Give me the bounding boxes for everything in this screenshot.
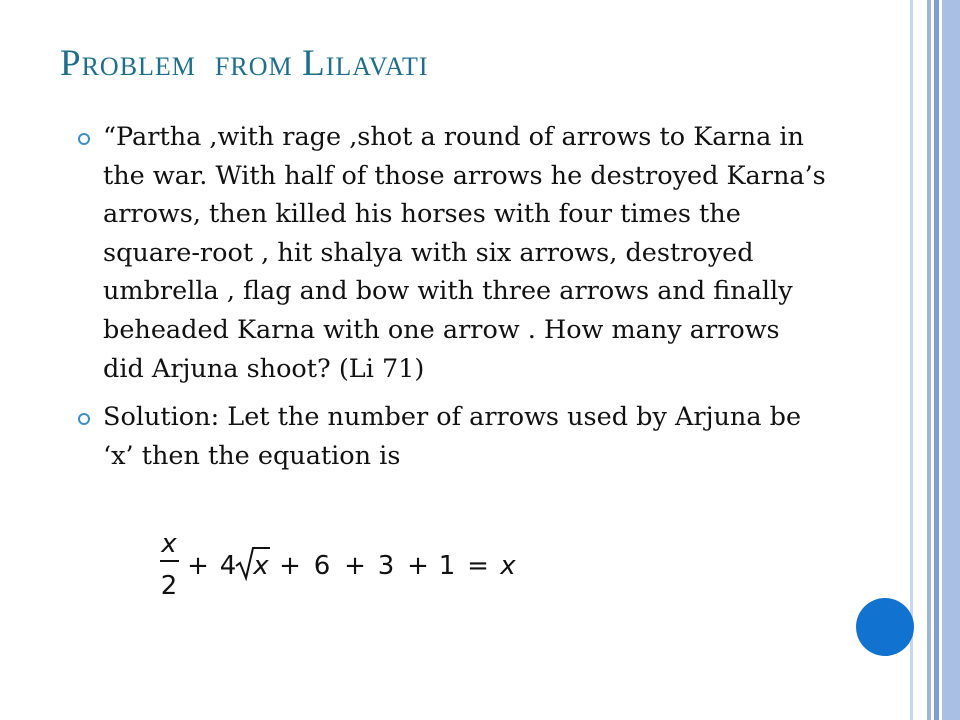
bullet-text: “Partha ,with rage ,shot a round of arrows to Karna in the war. With half of those arrows he destroyed Karna’s arrows, then killed his horses with four times the square-root , hit shalya with six arrows, destroyed umbrella , flag and bow with three arrows and finally beheaded Karna with one arrow . How many arrows did Arjuna shoot? (Li 71) xyxy=(103,122,826,384)
sqrt-coefficient: 4 xyxy=(219,551,237,581)
slide-title xyxy=(60,42,429,85)
fraction-numerator: x xyxy=(161,532,177,559)
bullet-marker-icon xyxy=(78,133,90,145)
title-initial: L xyxy=(302,43,326,84)
fraction-denominator: 2 xyxy=(160,571,178,601)
equation-graphic xyxy=(160,532,520,602)
title-word-rest: ROBLEM xyxy=(81,52,196,81)
bullet-list xyxy=(78,118,828,475)
title-initial: P xyxy=(60,43,82,84)
bullet-text: Solution: Let the number of arrows used by Arjuna be ‘x’ then the equation is xyxy=(103,402,802,471)
term-three: 3 xyxy=(377,551,395,581)
plus-sign: + xyxy=(407,551,429,581)
plus-sign: + xyxy=(187,551,209,581)
plus-sign: + xyxy=(279,551,301,581)
title-word-rest: ILAVATI xyxy=(325,52,429,81)
term-six: 6 xyxy=(313,551,331,581)
bullet-problem xyxy=(78,118,828,388)
edge-stripe xyxy=(942,0,960,720)
rhs-variable: x xyxy=(500,551,516,581)
equation xyxy=(160,532,520,602)
term-one: 1 xyxy=(438,551,456,581)
plus-sign: + xyxy=(344,551,366,581)
bullet-solution xyxy=(78,398,828,475)
edge-stripe xyxy=(913,0,927,720)
bullet-marker-icon xyxy=(78,413,90,425)
equals-sign: = xyxy=(467,551,489,581)
title-word: FROM xyxy=(214,52,293,81)
right-edge-stripes xyxy=(910,0,960,720)
radicand: x xyxy=(253,551,269,581)
decorative-circle xyxy=(856,598,914,656)
